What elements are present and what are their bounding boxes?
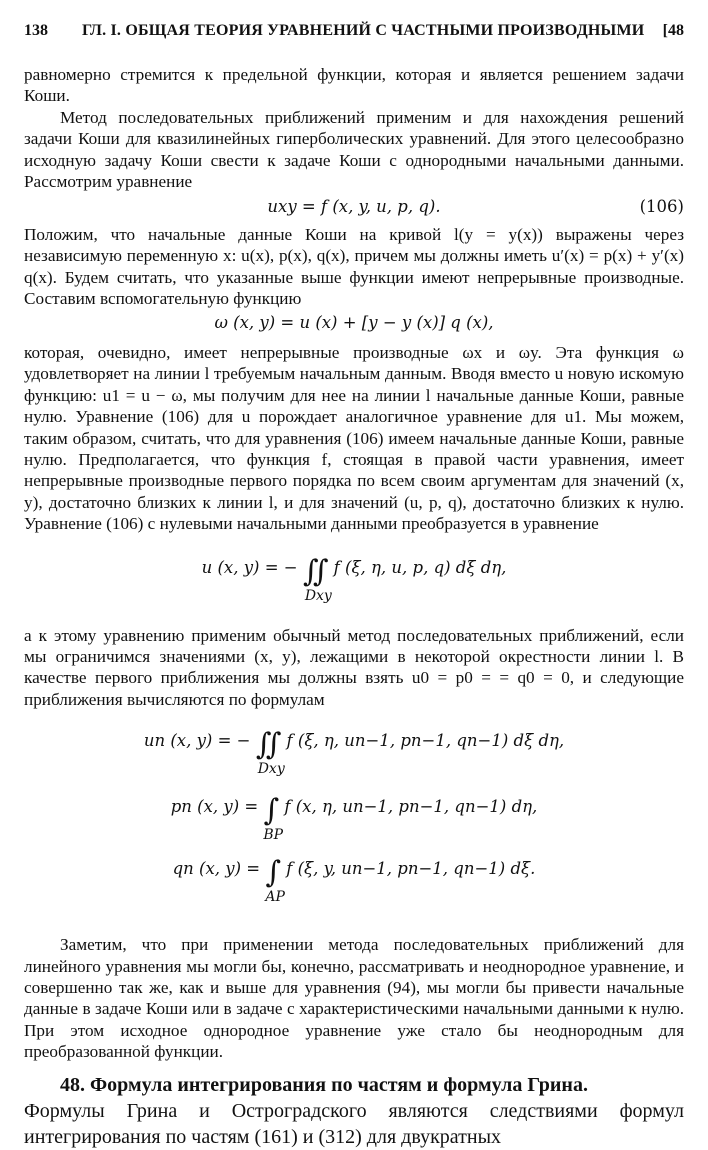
integral-sign: ∫ BP <box>263 793 284 844</box>
double-integral-sign: ∬ Dxy <box>255 727 285 778</box>
section-48-text: Формулы Грина и Остроградского являются следствиями формул интегрирования по частям (161) и (312) для двукратных <box>24 1099 684 1148</box>
paragraph-continuation: равномерно стремится к предельной функции, которая и является решением задачи Коши. <box>24 65 684 106</box>
double-integral-sign: ∬ Dxy <box>302 553 332 604</box>
integral-domain: BP <box>263 827 284 844</box>
paragraph-method-intro: Метод последовательных приближений применим и для нахождения решений задачи Коши для квазилинейных гиперболических уравнений. Для этого целесообразно исходную задачу Коши свести к задаче Коши с однородными начальными данными. Рассмотрим уравнение <box>24 107 684 192</box>
equation-integral-lhs: u (x, y) = − <box>201 557 298 577</box>
equation-un-rhs: f (ξ, η, un−1, pn−1, qn−1) dξ dη, <box>286 731 565 751</box>
equation-106-tag: (106) <box>639 197 684 217</box>
equation-qn-rhs: f (ξ, y, un−1, pn−1, qn−1) dξ. <box>286 859 536 879</box>
paragraph-approximations: а к этому уравнению применим обычный метод последовательных приближений, если мы ограничимся значениями (x, y), лежащими в некоторой окрестности линии l. В качестве первого приближения мы должны взять u0 = p0 = = q0 = 0, и следующие приближения вычисляются по формулам <box>24 625 684 709</box>
equation-pn <box>24 792 684 854</box>
paragraph-initial-data: Положим, что начальные данные Коши на кривой l(y = y(x)) выражены через независимую переменную x: u(x), p(x), q(x), причем мы должны иметь u′(x) = p(x) + y′(x) q(x). Будем считать, что указанные выше функции имеют непрерывные производные. Составим вспомогательную функцию <box>24 224 684 309</box>
equation-integral-rhs: f (ξ, η, u, p, q) dξ dη, <box>333 557 507 577</box>
integral-domain: AP <box>265 889 285 906</box>
equation-un-lhs: un (x, y) = − <box>143 731 251 751</box>
running-title: ГЛ. I. ОБЩАЯ ТЕОРИЯ УРАВНЕНИЙ С ЧАСТНЫМИ ПРОИЗВОДНЫМИ <box>82 22 645 39</box>
integral-domain: Dxy <box>257 761 285 778</box>
equation-106-formula: uxy = f (x, y, u, p, q). <box>267 197 441 217</box>
equation-qn <box>24 854 684 916</box>
equation-pn-rhs: f (x, η, un−1, pn−1, qn−1) dη, <box>284 797 538 817</box>
paragraph-substitution: которая, очевидно, имеет непрерывные производные ωx и ωy. Эта функция ω удовлетворяет на линии l требуемым начальным данным. Вводя вместо u новую искомую функцию: u1 = u − ω, мы получим для нее на линии l начальные данные Коши, равные нулю. Уравнение (106) для u порождает аналогичное уравнение для u1. Мы можем, таким образом, считать, что для уравнения (106) имеем начальные данные Коши, равные нулю. Предполагается, что функция f, стоящая в правой части уравнения, имеет непрерывные производные первого порядка по всем своим аргументам для значений (x, y), достаточно близких к линии l, и для значений (u, p, q), достаточно близких к нулю. Уравнение (106) с нулевыми начальными данными преобразуется в уравнение <box>24 342 684 534</box>
equation-pn-lhs: pn (x, y) = <box>170 797 259 817</box>
equation-106 <box>24 196 684 217</box>
equation-integral <box>24 551 684 617</box>
section-number: [48 <box>662 22 684 39</box>
page-number: 138 <box>24 22 48 39</box>
section-48-title: 48. Формула интегрирования по частям и формула Грина. <box>60 1073 588 1096</box>
integral-domain: Dxy <box>304 587 332 604</box>
paragraph-remark: Заметим, что при применении метода последовательных приближений для линейного уравнения мы могли бы, конечно, рассматривать и неоднородное уравнение, и совершенно так же, как и выше для уравнения (94), мы могли бы привести начальные данные в задаче Коши или в задаче с характеристическими начальными данными к нулю. При этом исходное однородное уравнение уже стало бы неоднородным для преобразованной функции. <box>24 935 684 1062</box>
running-header <box>24 22 684 44</box>
integral-sign: ∫ AP <box>265 855 285 906</box>
equation-qn-lhs: qn (x, y) = <box>172 859 261 879</box>
page-body <box>24 64 684 1150</box>
equation-omega: ω (x, y) = u (x) + [y − y (x)] q (x), <box>214 313 494 333</box>
equation-un <box>24 722 684 792</box>
